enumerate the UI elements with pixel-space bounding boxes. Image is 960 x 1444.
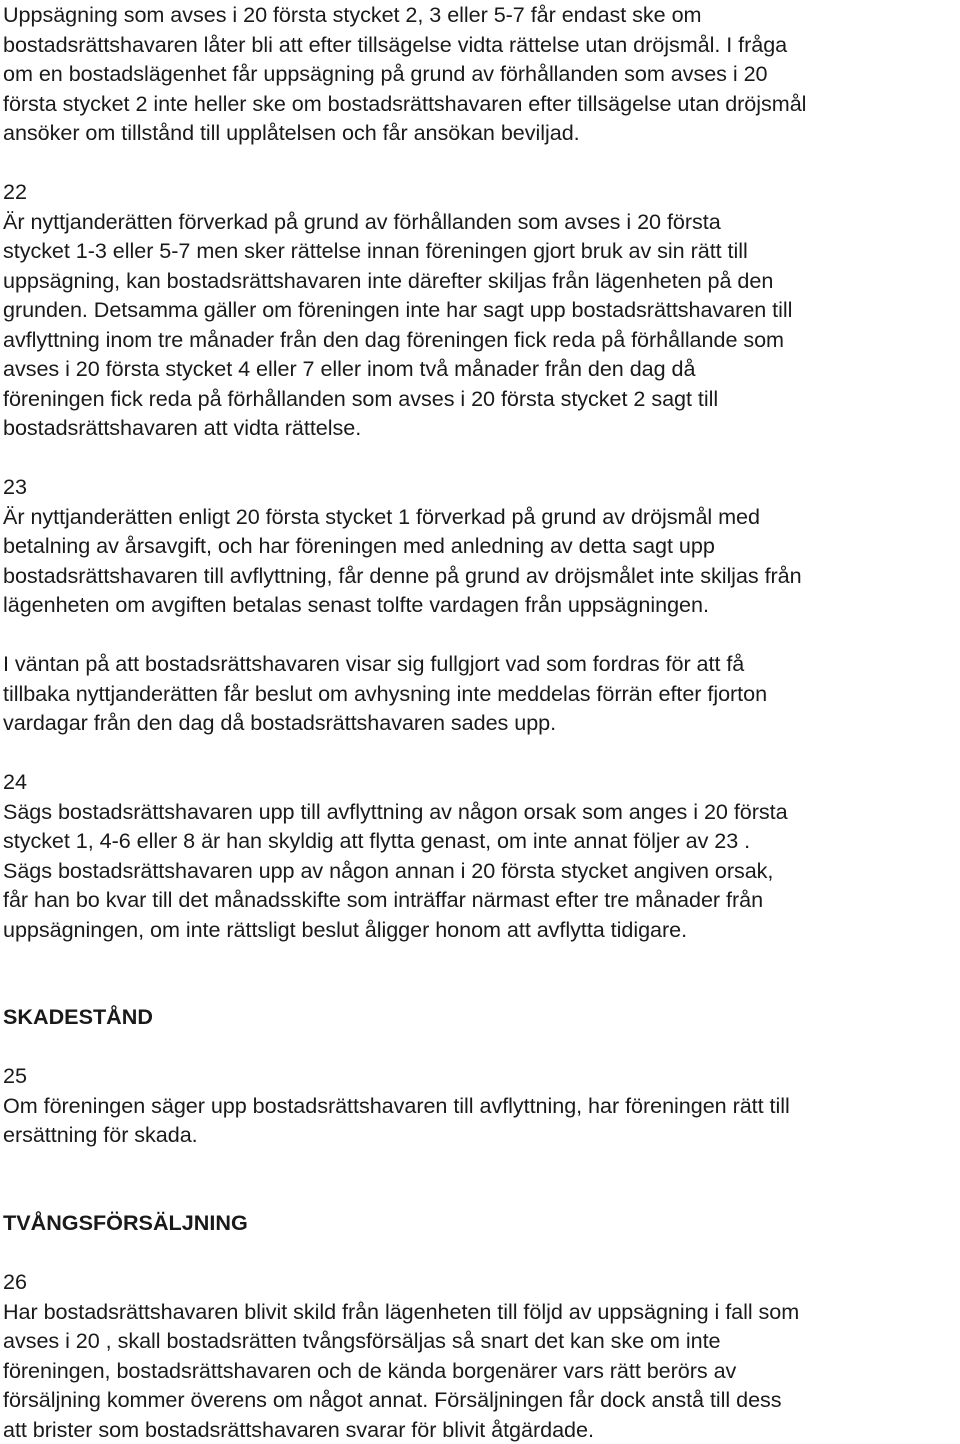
text-line: första stycket 2 inte heller ske om bostadsrättshavaren efter tillsägelse utan dröjsmål (3, 90, 807, 116)
text-line: grunden. Detsamma gäller om föreningen inte har sagt upp bostadsrättshavaren till (3, 297, 793, 322)
text-line: betalning av årsavgift, och har föreningen med anledning av detta sagt upp (3, 533, 715, 558)
text-line: Är nyttjanderätten enligt 20 första stycket 1 förverkad på grund av dröjsmål med (3, 503, 760, 529)
section-26 (3, 1267, 958, 1444)
text-line: Sägs bostadsrättshavaren upp av någon annan i 20 första stycket angiven orsak, (3, 857, 774, 883)
text-line: stycket 1-3 eller 5-7 men sker rättelse innan föreningen gjort bruk av sin rätt till (3, 238, 748, 263)
text-line: Är nyttjanderätten förverkad på grund av förhållanden som avses i 20 första (3, 208, 721, 234)
text-line: avses i 20 första stycket 4 eller 7 eller inom två månader från den dag då (3, 356, 696, 381)
section-23 (3, 472, 958, 620)
text-line: vardagar från den dag då bostadsrättshavaren sades upp. (3, 710, 557, 735)
section-heading: TVÅNGSFÖRSÄLJNING (3, 1210, 248, 1235)
text-line: Om föreningen säger upp bostadsrättshavaren till avflyttning, har föreningen rätt till (3, 1092, 790, 1118)
section-number: 25 (3, 1063, 27, 1088)
text-line: försäljning kommer överens om något annat. Försäljningen får dock anstå till dess (3, 1387, 782, 1412)
heading-skadestand (3, 1002, 958, 1032)
text-line: uppsägning, kan bostadsrättshavaren inte därefter skiljas från lägenheten på den (3, 267, 774, 293)
text-line: Har bostadsrättshavaren blivit skild från lägenheten till följd av uppsägning i fall som (3, 1298, 800, 1324)
section-25 (3, 1061, 958, 1150)
text-line: avses i 20 , skall bostadsrätten tvångsförsäljas så snart det kan ske om inte (3, 1328, 721, 1353)
intro-paragraph (3, 0, 958, 148)
text-line: ersättning för skada. (3, 1122, 198, 1147)
text-line: I väntan på att bostadsrättshavaren visar sig fullgjort vad som fordras för att få (3, 651, 745, 676)
section-heading: SKADESTÅND (3, 1004, 153, 1029)
text-line: Uppsägning som avses i 20 första stycket 2, 3 eller 5-7 får endast ske om (3, 2, 702, 27)
section-number: 23 (3, 474, 27, 499)
text-line: bostadsrättshavaren till avflyttning, får denne på grund av dröjsmålet inte skiljas från (3, 562, 802, 588)
section-22 (3, 177, 958, 443)
text-line: lägenheten om avgiften betalas senast tolfte vardagen från uppsägningen. (3, 592, 709, 617)
text-line: Sägs bostadsrättshavaren upp till avflyttning av någon orsak som anges i 20 första (3, 798, 788, 824)
section-number: 22 (3, 179, 27, 204)
section-23-paragraph-2 (3, 649, 958, 738)
text-line: avflyttning inom tre månader från den dag föreningen fick reda på förhållande som (3, 326, 784, 352)
text-line: bostadsrättshavaren låter bli att efter tillsägelse vidta rättelse utan dröjsmål. I fråga (3, 31, 788, 57)
heading-tvangsforsaljning (3, 1208, 958, 1238)
text-line: att brister som bostadsrättshavaren svarar för blivit åtgärdade. (3, 1416, 594, 1442)
section-number: 24 (3, 769, 27, 794)
section-number: 26 (3, 1269, 27, 1294)
text-line: uppsägningen, om inte rättsligt beslut åligger honom att avflytta tidigare. (3, 916, 688, 942)
text-line: stycket 1, 4-6 eller 8 är han skyldig att flytta genast, om inte annat följer av 23 . (3, 828, 751, 853)
text-line: föreningen fick reda på förhållanden som avses i 20 första stycket 2 sagt till (3, 385, 719, 411)
text-line: om en bostadslägenhet får uppsägning på grund av förhållanden som avses i 20 (3, 61, 768, 86)
text-line: får han bo kvar till det månadsskifte som inträffar närmast efter tre månader från (3, 887, 764, 912)
text-line: tillbaka nyttjanderätten får beslut om avhysning inte meddelas förrän efter fjorton (3, 680, 768, 706)
text-line: ansöker om tillstånd till upplåtelsen och får ansökan beviljad. (3, 120, 580, 145)
text-line: bostadsrättshavaren att vidta rättelse. (3, 415, 362, 440)
section-24 (3, 767, 958, 944)
text-line: föreningen, bostadsrättshavaren och de kända borgenärer vars rätt berörs av (3, 1357, 737, 1383)
